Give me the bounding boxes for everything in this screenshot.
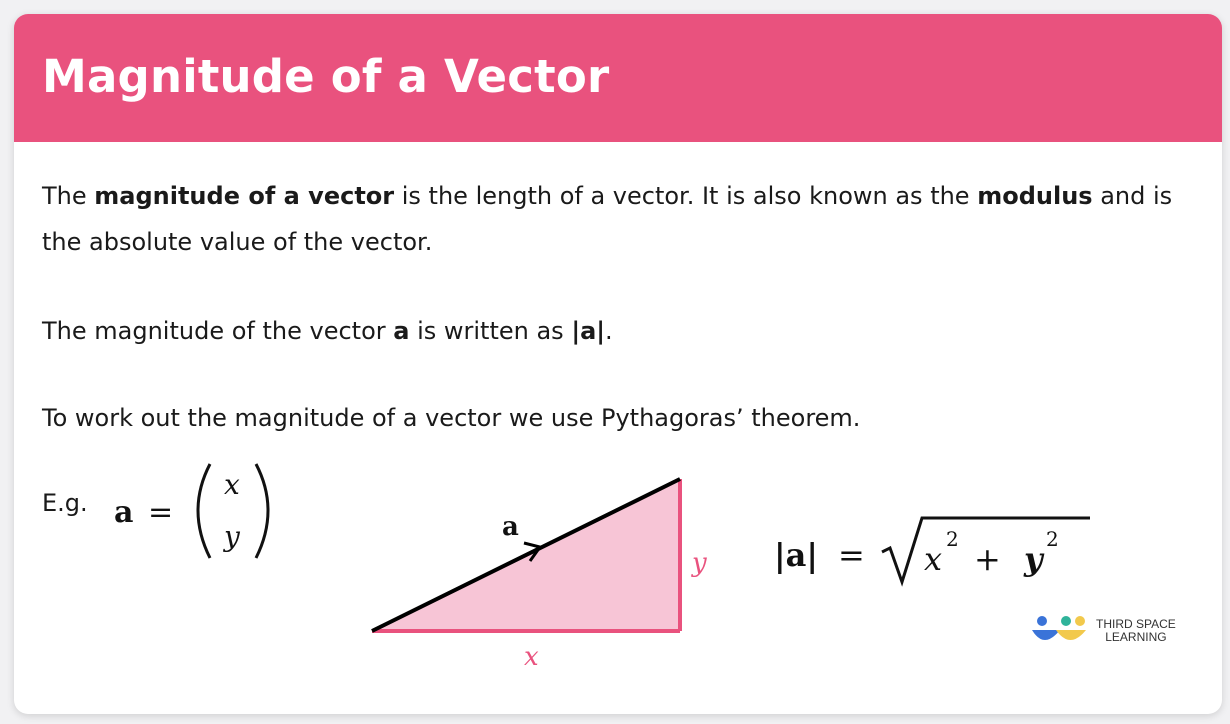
page-title: Magnitude of a Vector — [42, 50, 610, 103]
formula-abs-a: |a| — [774, 536, 819, 574]
notation-text-1: The magnitude of the vector — [42, 317, 394, 345]
side-label-y: y — [692, 548, 707, 578]
triangle-diagram — [364, 469, 744, 689]
example-vector-a: a — [114, 495, 134, 530]
notation-text-2: is written as — [409, 317, 572, 345]
definition-text-3: and is the absolute value of the vector. — [42, 182, 1173, 256]
brand-name — [1096, 618, 1176, 644]
left-paren — [198, 464, 210, 558]
example-equals: = — [148, 495, 174, 530]
method-paragraph: To work out the magnitude of a vector we use Pythagoras’ theorem. — [42, 404, 861, 432]
formula-x: x — [924, 540, 943, 578]
vector-component-y: y — [224, 520, 240, 553]
brand-logo-icon — [1030, 612, 1092, 652]
magnitude-formula — [774, 508, 1114, 598]
brand-line-2: LEARNING — [1105, 630, 1167, 644]
header-banner — [14, 14, 1222, 142]
vector-component-x: x — [224, 468, 240, 501]
brand-line-1: THIRD SPACE — [1096, 617, 1176, 631]
definition-text-1: The — [42, 182, 95, 210]
definition-bold-term: magnitude of a vector — [94, 182, 395, 210]
definition-bold-modulus: modulus — [977, 182, 1093, 210]
example-label: E.g. — [42, 489, 88, 517]
notation-text-3: . — [605, 317, 613, 345]
base-label-x: x — [524, 642, 539, 672]
example-column-vector — [114, 458, 314, 568]
lesson-card — [14, 14, 1222, 714]
formula-plus: + — [974, 540, 1001, 578]
right-paren — [256, 464, 268, 558]
formula-equals: = — [838, 536, 865, 574]
hypotenuse-label: a — [502, 512, 519, 542]
notation-bold-abs: |a| — [571, 317, 606, 345]
definition-paragraph — [42, 173, 1202, 265]
formula-y: y — [1024, 540, 1043, 578]
formula-y-exponent: 2 — [1046, 527, 1059, 551]
notation-bold-a: a — [393, 317, 410, 345]
notation-paragraph — [42, 308, 1202, 354]
formula-x-exponent: 2 — [946, 527, 959, 551]
definition-text-2: is the length of a vector. It is also known as the — [394, 182, 978, 210]
